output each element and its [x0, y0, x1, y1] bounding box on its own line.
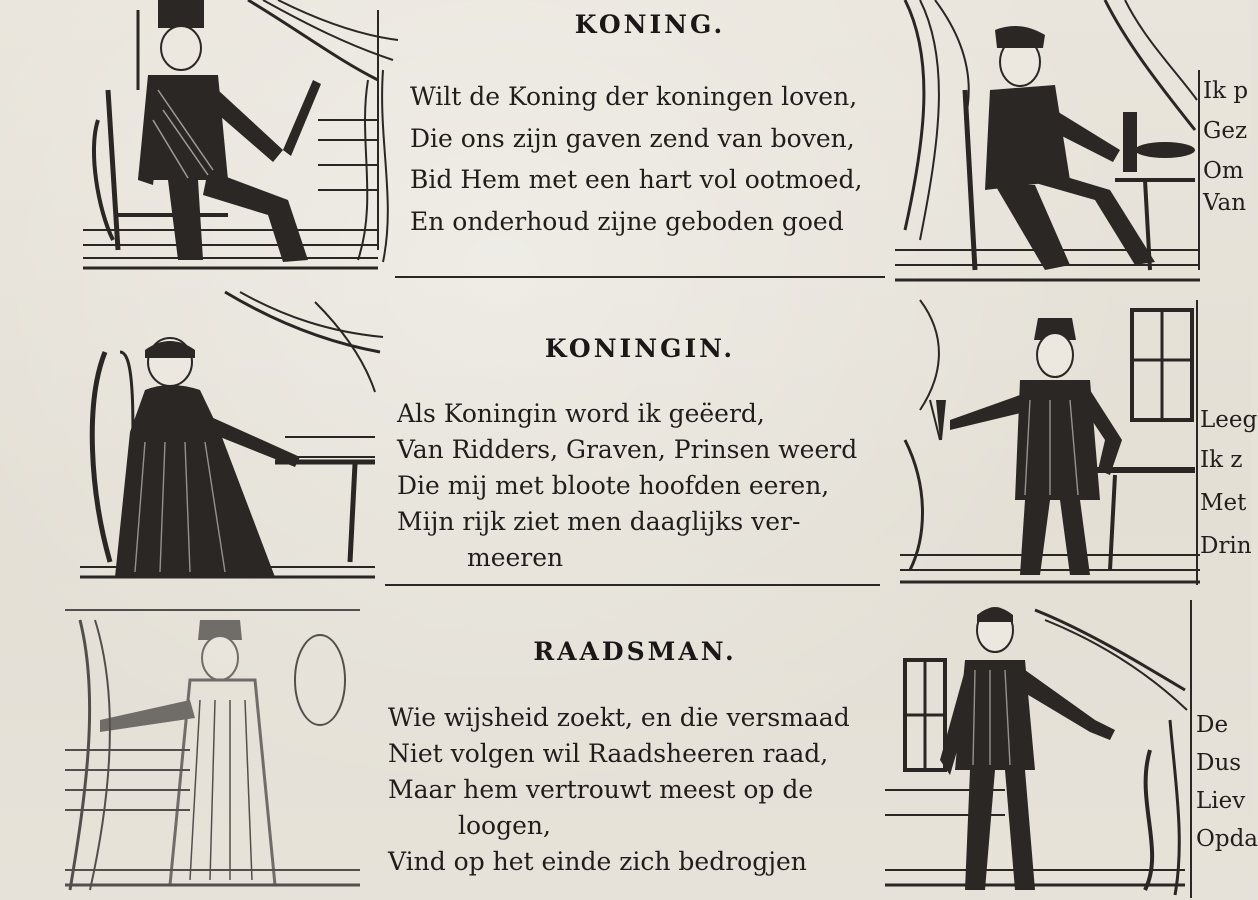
fragment-line: Om [1203, 158, 1244, 184]
stanza-verse-koningin [397, 396, 857, 576]
king-illustration [78, 0, 400, 272]
stanza-verse-raadsman [388, 700, 850, 880]
gentleman-illustration [885, 600, 1190, 898]
stanza-title-koningin: KONINGIN. [544, 334, 736, 363]
column-border [1190, 600, 1192, 898]
counsellor-illustration [60, 600, 380, 898]
right-column-fragment-3 [1196, 706, 1258, 858]
verse-line: Mijn rijk ziet men daaglijks ver- [397, 507, 801, 536]
column-border [1196, 300, 1198, 585]
divider-rule [395, 276, 885, 278]
woodcut-king [78, 0, 400, 272]
fragment-line: Liev [1196, 788, 1246, 814]
stanza-title-raadsman: RAADSMAN. [533, 637, 737, 666]
verse-line: Als Koningin word ik geëerd, [397, 399, 765, 428]
verse-line: Vind op het einde zich bedrogjen [388, 847, 807, 876]
standing-man-illustration [900, 300, 1200, 585]
stanza-verse-koning [410, 76, 862, 242]
woodcut-gentleman [885, 600, 1190, 898]
verse-line: Van Ridders, Graven, Prinsen weerd [397, 435, 858, 464]
verse-line: Wilt de Koning der koningen loven, [410, 82, 858, 111]
fragment-line: Dus [1196, 750, 1242, 776]
verse-line: En onderhoud zijne geboden goed [410, 206, 844, 236]
woodcut-seated-man [895, 0, 1200, 285]
verse-line: Niet volgen wil Raadsheeren raad, [388, 739, 829, 768]
woodcut-counsellor [60, 600, 380, 898]
stanza-title-koning: KONING. [574, 10, 726, 39]
fragment-line: Gez [1203, 118, 1248, 144]
verse-line: Bid Hem met een hart vol ootmoed, [410, 165, 863, 194]
seated-man-illustration [895, 0, 1200, 285]
woodcut-standing-man [900, 300, 1200, 585]
queen-illustration [75, 292, 385, 588]
verse-line: loogen, [458, 811, 551, 840]
woodcut-queen [75, 292, 385, 588]
verse-line: Wie wijsheid zoekt, en die versmaad [388, 703, 850, 732]
verse-line: Die ons zijn gaven zend van boven, [410, 123, 855, 153]
fragment-line: Ik p [1203, 78, 1249, 104]
right-column-fragment-1 [1203, 76, 1248, 220]
verse-line: Maar hem vertrouwt meest op de [388, 775, 814, 804]
divider-rule [385, 584, 880, 586]
fragment-line: Met [1200, 490, 1247, 516]
fragment-line: Drin [1200, 533, 1252, 559]
verse-line: meeren [467, 543, 564, 572]
verse-line: Die mij met bloote hoofden eeren, [397, 471, 830, 500]
fragment-line: Ik z [1200, 447, 1243, 473]
fragment-line: Opda [1196, 826, 1258, 852]
right-column-fragment-2 [1200, 400, 1257, 566]
fragment-line: Leeg [1200, 407, 1258, 433]
column-border [1198, 70, 1200, 270]
fragment-line: De [1196, 712, 1229, 738]
fragment-line: Van [1203, 190, 1247, 216]
